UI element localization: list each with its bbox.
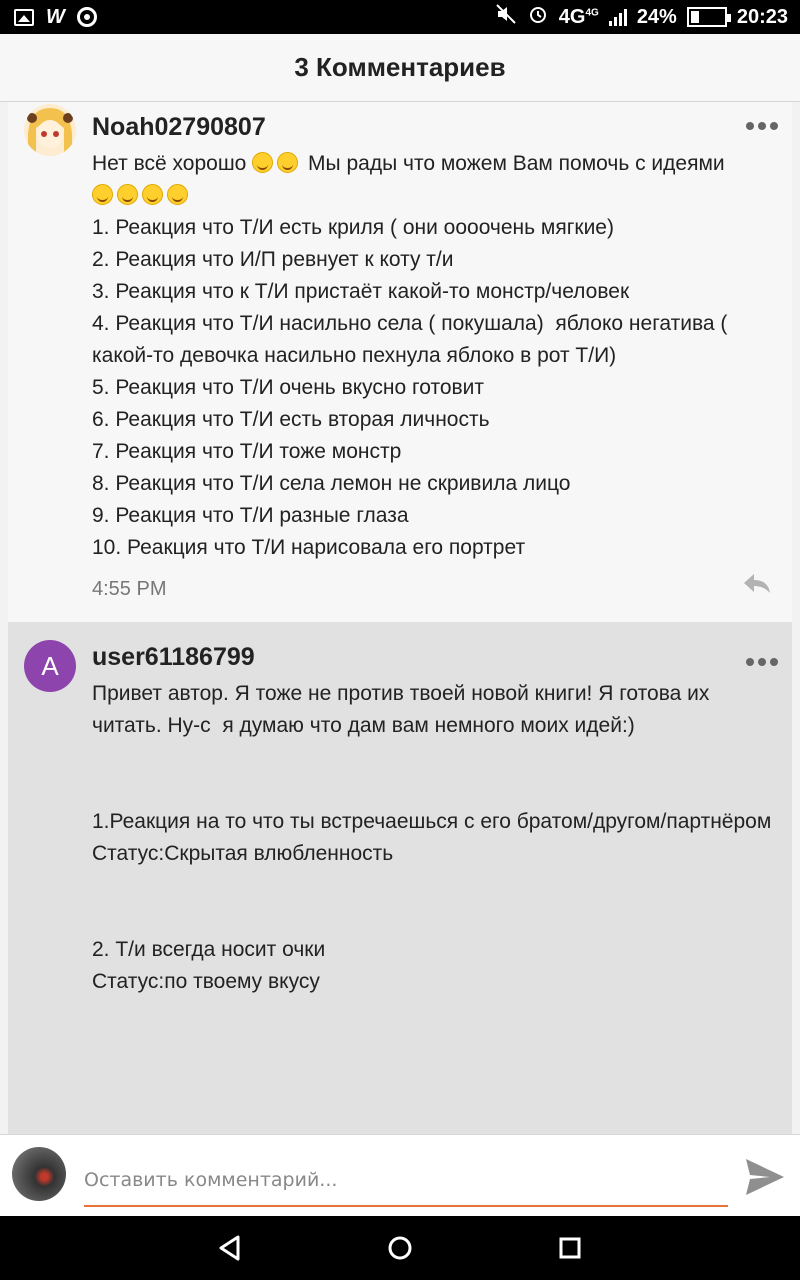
more-options-icon[interactable] — [746, 658, 778, 666]
network-type: $4G^{4G}$ — [558, 5, 599, 28]
avatar[interactable] — [24, 104, 76, 156]
home-button[interactable] — [380, 1228, 420, 1268]
comment-list-item: 2. Реакция что И/П ревнует к коту т/и — [92, 248, 454, 271]
comment-list-item: 7. Реакция что Т/И тоже монстр — [92, 440, 402, 463]
comment-item — [8, 102, 792, 622]
smile-emoji-icon — [277, 152, 298, 173]
home-circle-icon — [386, 1234, 414, 1262]
comment-username[interactable]: Noah02790807 — [92, 113, 266, 141]
status-bar — [0, 0, 800, 34]
comment-text: Привет автор. Я тоже не против твоей новой книги! Я готова их читать. Ну-с я думаю что дам вам немного моих идей:) 1.Реакция на то что ты встречаешься с его братом/другом/партнёром Статус:Скрытая влюбленность 2. Т/и всегда носит очки Статус:по твоему вкусу — [92, 682, 772, 993]
smile-emoji-icon — [252, 152, 273, 173]
mute-icon — [495, 3, 517, 31]
comment-list-item: 10. Реакция что Т/И нарисовала его портрет — [92, 536, 526, 559]
recents-button[interactable] — [550, 1228, 590, 1268]
blush-emoji-icon — [92, 184, 113, 205]
comment-item — [8, 622, 792, 1134]
comment-list-item: 1. Реакция что Т/И есть криля ( они оооочень мягкие) — [92, 216, 614, 239]
comment-input[interactable] — [84, 1155, 728, 1207]
header — [0, 34, 800, 102]
reply-icon[interactable] — [742, 572, 772, 601]
page-title: 3 Комментариев — [294, 52, 506, 82]
more-options-icon[interactable] — [746, 122, 778, 130]
navigation-bar — [0, 1216, 800, 1280]
comment-list-item: 4. Реакция что Т/И насильно села ( покушала) яблоко негатива ( какой-то девочка насильно пехнула яблоко в рот Т/И) — [92, 312, 740, 367]
comment-username[interactable]: user61186799 — [92, 643, 255, 671]
back-triangle-icon — [216, 1234, 244, 1262]
battery-icon — [687, 7, 727, 27]
comment-list[interactable] — [0, 102, 800, 1134]
gallery-icon — [14, 9, 34, 26]
comment-timestamp: 4:55 PM — [92, 578, 167, 600]
clock: 20:23 — [736, 5, 788, 28]
w-icon: W — [46, 5, 65, 28]
comment-list-item: 6. Реакция что Т/И есть вторая личность — [92, 408, 490, 431]
send-button[interactable] — [744, 1157, 786, 1197]
alarm-icon — [527, 3, 549, 31]
comment-list-item: 8. Реакция что Т/И села лемон не скривила лицо — [92, 472, 571, 495]
comment-text-intro: Нет всё хорошо — [92, 152, 253, 175]
back-button[interactable] — [210, 1228, 250, 1268]
send-icon — [744, 1157, 786, 1197]
my-avatar — [12, 1147, 66, 1201]
chrome-icon — [77, 7, 97, 27]
smile-emoji-icon — [167, 184, 188, 205]
comment-list-item: 3. Реакция что к Т/И пристаёт какой-то монстр/человек — [92, 280, 630, 303]
recents-square-icon — [556, 1234, 584, 1262]
comment-composer — [0, 1134, 800, 1216]
avatar[interactable]: A — [24, 640, 76, 692]
comment-list-item: 9. Реакция что Т/И разные глаза — [92, 504, 409, 527]
battery-percent: 24% — [636, 5, 677, 28]
blush-emoji-icon — [142, 184, 163, 205]
blush-emoji-icon — [117, 184, 138, 205]
comment-text — [92, 148, 792, 564]
comment-text-intro-after: Мы рады что можем Вам помочь с идеями — [302, 152, 725, 175]
comment-list-item: 5. Реакция что Т/И очень вкусно готовит — [92, 376, 485, 399]
signal-icon — [609, 8, 627, 26]
